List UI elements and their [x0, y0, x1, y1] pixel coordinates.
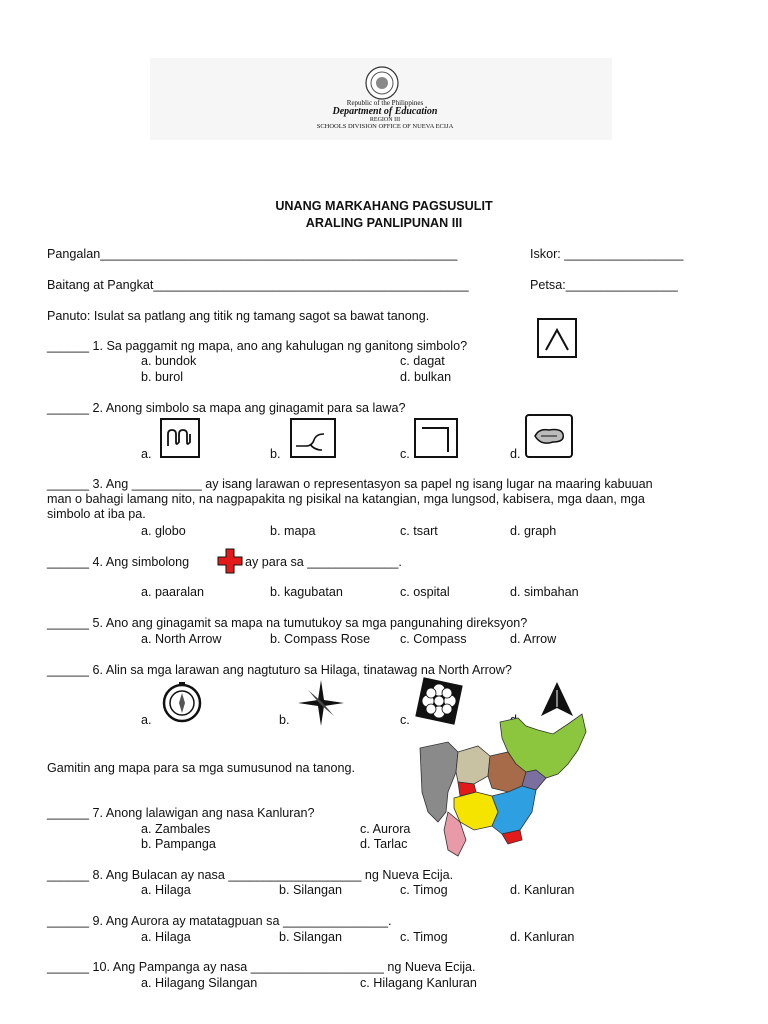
q10-choice-c[interactable]: c. Hilagang Kanluran: [360, 976, 477, 990]
q6-choice-b[interactable]: b.: [279, 713, 290, 727]
q5-choice-a[interactable]: a. North Arrow: [141, 632, 222, 646]
question-3-line2: man o bahagi lamang nito, na nagpapakita ng pisikal na katangian, mga lungsod, kabisera, mga daan, mga: [47, 492, 645, 506]
q3-choice-a[interactable]: a. globo: [141, 524, 186, 538]
q7-choice-d[interactable]: d. Tarlac: [360, 837, 408, 851]
q5-choice-c[interactable]: c. Compass: [400, 632, 467, 646]
river-wave-symbol-icon: [160, 418, 200, 458]
road-symbol-icon: [290, 418, 336, 458]
q8-choice-a[interactable]: a. Hilaga: [141, 883, 191, 897]
q2-choice-c[interactable]: c.: [400, 447, 410, 461]
q10-choice-a[interactable]: a. Hilagang Silangan: [141, 976, 258, 990]
q8-choice-d[interactable]: d. Kanluran: [510, 883, 575, 897]
q3-choice-d[interactable]: d. graph: [510, 524, 557, 538]
question-5: ______ 5. Ano ang ginagamit sa mapa na tumutukoy sa mga pangunahing direksyon?: [47, 616, 528, 630]
q4-choice-a[interactable]: a. paaralan: [141, 585, 205, 599]
q4-choice-d[interactable]: d. simbahan: [510, 585, 579, 599]
question-4-start: ______ 4. Ang simbolong: [47, 555, 190, 569]
q9-choice-b[interactable]: b. Silangan: [279, 930, 343, 944]
header-department: Department of Education: [332, 106, 438, 117]
grade-section-field[interactable]: Baitang at Pangkat_____________________________________________: [47, 278, 469, 292]
exam-subject: ARALING PANLIPUNAN III: [305, 216, 463, 230]
q9-choice-a[interactable]: a. Hilaga: [141, 930, 191, 944]
q7-choice-a[interactable]: a. Zambales: [141, 822, 211, 836]
date-field[interactable]: Petsa:________________: [530, 278, 678, 292]
name-field[interactable]: Pangalan___________________________________________________: [47, 247, 458, 261]
q2-choice-b[interactable]: b.: [270, 447, 281, 461]
hospital-cross-icon: [217, 548, 243, 574]
q2-choice-d[interactable]: d.: [510, 447, 521, 461]
question-3-line1: ______ 3. Ang __________ ay isang larawan o representasyon sa papel ng isang lugar na maaring kabuuan: [47, 477, 653, 491]
header-division: SCHOOLS DIVISION OFFICE OF NUEVA ECIJA: [316, 123, 454, 130]
q1-choice-a[interactable]: a. bundok: [141, 354, 197, 368]
q4-choice-c[interactable]: c. ospital: [400, 585, 450, 599]
q6-choice-a[interactable]: a.: [141, 713, 152, 727]
question-8: ______ 8. Ang Bulacan ay nasa ___________________ ng Nueva Ecija.: [47, 868, 454, 882]
q7-choice-b[interactable]: b. Pampanga: [141, 837, 216, 851]
mountain-symbol-icon: [537, 318, 577, 358]
compass-icon: [160, 681, 204, 725]
q3-choice-b[interactable]: b. mapa: [270, 524, 316, 538]
q1-choice-d[interactable]: d. bulkan: [400, 370, 452, 384]
central-luzon-map: [418, 712, 590, 858]
q9-choice-c[interactable]: c. Timog: [400, 930, 448, 944]
deped-seal-icon: [365, 66, 399, 100]
compass-rose-icon: [296, 678, 346, 728]
question-6: ______ 6. Alin sa mga larawan ang nagtuturo sa Hilaga, tinatawag na North Arrow?: [47, 663, 512, 677]
q4-choice-b[interactable]: b. kagubatan: [270, 585, 343, 599]
question-2: ______ 2. Anong simbolo sa mapa ang ginagamit para sa lawa?: [47, 401, 406, 415]
border-symbol-icon: [414, 418, 458, 458]
question-4-end: ay para sa _____________.: [245, 555, 402, 569]
q5-choice-b[interactable]: b. Compass Rose: [270, 632, 371, 646]
q6-choice-c[interactable]: c.: [400, 713, 410, 727]
question-9: ______ 9. Ang Aurora ay matatagpuan sa _______________.: [47, 914, 392, 928]
q7-choice-c[interactable]: c. Aurora: [360, 822, 411, 836]
exam-title: UNANG MARKAHANG PAGSUSULIT: [275, 199, 493, 213]
q5-choice-d[interactable]: d. Arrow: [510, 632, 557, 646]
q8-choice-b[interactable]: b. Silangan: [279, 883, 343, 897]
q8-choice-c[interactable]: c. Timog: [400, 883, 448, 897]
lake-symbol-icon: [525, 414, 573, 458]
q3-choice-c[interactable]: c. tsart: [400, 524, 438, 538]
q2-choice-a[interactable]: a.: [141, 447, 152, 461]
q1-choice-c[interactable]: c. dagat: [400, 354, 445, 368]
question-1: ______ 1. Sa paggamit ng mapa, ano ang kahulugan ng ganitong simbolo?: [47, 339, 468, 353]
q9-choice-d[interactable]: d. Kanluran: [510, 930, 575, 944]
question-10: ______ 10. Ang Pampanga ay nasa ___________________ ng Nueva Ecija.: [47, 960, 476, 974]
score-field[interactable]: Iskor: _________________: [530, 247, 684, 261]
header-region: REGION III: [369, 117, 401, 123]
header-republic: Republic of the Philippines: [346, 99, 424, 107]
instructions: Panuto: Isulat sa patlang ang titik ng tamang sagot sa bawat tanong.: [47, 309, 430, 323]
map-instruction: Gamitin ang mapa para sa mga sumusunod na tanong.: [47, 761, 356, 775]
question-7: ______ 7. Anong lalawigan ang nasa Kanluran?: [47, 806, 315, 820]
question-3-line3: simbolo at iba pa.: [47, 507, 146, 521]
q1-choice-b[interactable]: b. burol: [141, 370, 184, 384]
